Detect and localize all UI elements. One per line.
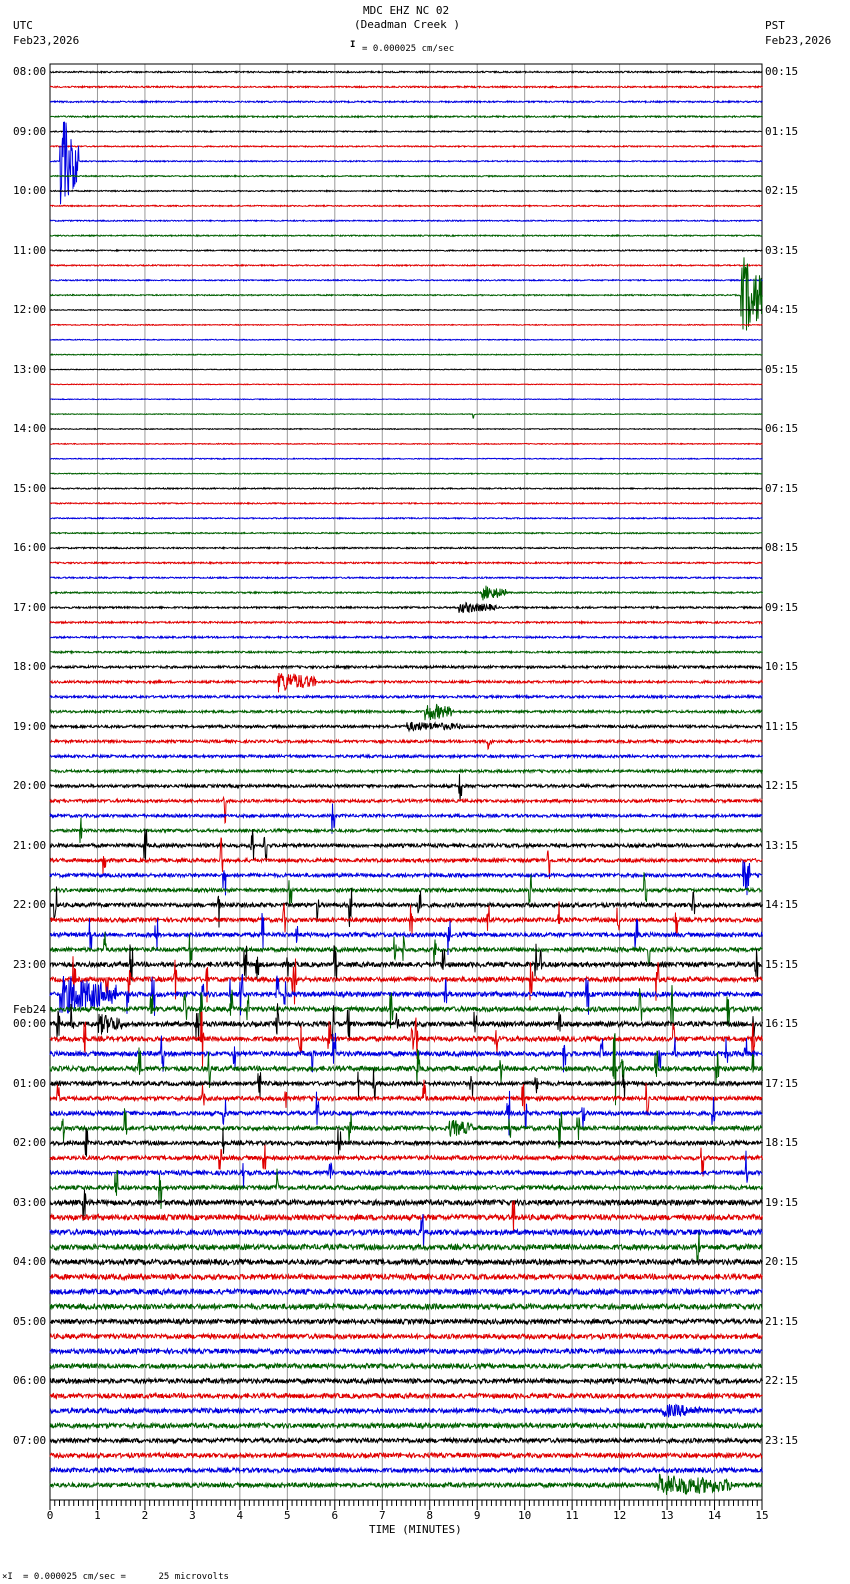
x-tick-label: 15: [755, 1509, 769, 1522]
scale-text: = 0.000025 cm/sec: [362, 44, 455, 54]
right-timezone: PST: [765, 19, 785, 32]
seismic-trace: [50, 696, 763, 698]
seismic-trace: [50, 740, 763, 749]
seismic-trace: [50, 257, 763, 330]
seismic-trace: [50, 1349, 763, 1354]
pst-hour-label: 15:15: [765, 957, 799, 971]
seismic-trace: [50, 310, 763, 311]
seismic-trace: [50, 235, 763, 236]
seismic-trace: [50, 1069, 763, 1100]
seismic-trace: [50, 774, 763, 801]
pst-hour-label: 10:15: [765, 660, 799, 673]
pst-hour-label: 07:15: [765, 481, 799, 495]
utc-hour-label: 11:00: [13, 243, 47, 257]
seismic-trace: [50, 265, 763, 266]
seismic-trace: [50, 384, 763, 385]
utc-hour-label: 21:00: [13, 838, 47, 852]
pst-hour-label: 21:15: [765, 1314, 799, 1328]
utc-hour-label: 09:00: [13, 124, 47, 138]
pst-hour-label: 16:15: [765, 1017, 799, 1030]
seismic-trace: [50, 1274, 763, 1279]
utc-hour-label: 07:00: [13, 1433, 47, 1447]
left-timezone: UTC: [13, 19, 33, 32]
utc-hour-label: 23:00: [13, 957, 47, 971]
pst-hour-label: 02:15: [765, 184, 799, 197]
x-tick-label: 6: [331, 1509, 339, 1522]
seismic-trace: [50, 1453, 763, 1458]
seismic-trace: [50, 176, 763, 177]
utc-hour-label: 15:00: [13, 481, 47, 495]
seismic-trace: [50, 518, 763, 519]
utc-hour-label: 05:00: [13, 1314, 47, 1328]
seismic-trace: [50, 562, 763, 564]
seismic-trace: [50, 1127, 763, 1156]
utc-hour-label: 01:00: [13, 1076, 47, 1090]
seismic-trace: [50, 755, 763, 758]
utc-hour-label: 12:00: [13, 303, 47, 316]
seismic-trace: [50, 705, 763, 721]
station-title: MDC EHZ NC 02: [363, 4, 450, 17]
utc-hour-label: 08:00: [13, 65, 47, 78]
seismic-trace: [50, 622, 763, 624]
utc-hour-label: 20:00: [13, 779, 47, 792]
pst-hour-label: 14:15: [765, 898, 799, 911]
pst-hour-label: 17:15: [765, 1076, 799, 1090]
utc-hour-label: 13:00: [13, 362, 47, 376]
left-date: Feb23,2026: [13, 34, 80, 47]
pst-hour-label: 20:15: [765, 1255, 799, 1268]
x-tick-label: 11: [565, 1509, 579, 1522]
x-tick-label: 2: [141, 1509, 149, 1522]
seismic-trace: [50, 414, 763, 418]
utc-hour-label: 17:00: [13, 600, 47, 614]
utc-hour-label: 14:00: [13, 422, 47, 435]
seismic-trace: [50, 71, 763, 72]
pst-hour-label: 18:15: [765, 1136, 799, 1149]
utc-hour-label: 22:00: [13, 898, 47, 911]
seismic-trace: [50, 829, 763, 862]
seismic-trace: [50, 1200, 763, 1231]
pst-hour-label: 13:15: [765, 838, 799, 852]
pst-hour-label: 19:15: [765, 1195, 799, 1209]
seismic-trace: [50, 220, 763, 221]
pst-hour-label: 06:15: [765, 422, 799, 435]
seismic-trace: [50, 86, 763, 88]
seismic-trace: [50, 1438, 763, 1442]
utc-hour-label: 02:00: [13, 1136, 47, 1149]
x-tick-label: 5: [284, 1509, 291, 1522]
pst-hour-label: 03:15: [765, 243, 799, 257]
x-tick-label: 0: [46, 1509, 54, 1522]
seismic-trace: [50, 1379, 763, 1384]
footer-scale-text: = 0.000025 cm/sec = 25 microvolts: [23, 1572, 229, 1582]
seismic-trace: [50, 339, 763, 340]
x-tick-label: 3: [189, 1509, 196, 1522]
x-tick-label: 12: [612, 1509, 627, 1522]
seismic-trace: [50, 651, 763, 653]
x-tick-label: 14: [707, 1509, 722, 1522]
seismic-trace: [50, 1289, 763, 1294]
seismic-trace: [50, 116, 763, 118]
seismic-trace: [50, 1233, 763, 1263]
seismic-trace: [50, 1319, 763, 1324]
station-subtitle: (Deadman Creek ): [354, 18, 460, 31]
x-tick-label: 10: [518, 1509, 532, 1522]
utc-hour-label: 06:00: [13, 1374, 47, 1387]
seismic-trace: [50, 354, 763, 355]
seismic-trace: [50, 101, 763, 103]
pst-hour-label: 01:15: [765, 124, 799, 138]
seismic-trace: [50, 1259, 763, 1264]
seismic-trace: [50, 798, 763, 823]
seismic-trace: [50, 838, 763, 879]
pst-hour-label: 23:15: [765, 1433, 799, 1447]
x-tick-label: 13: [660, 1509, 674, 1522]
utc-hour-label: 19:00: [13, 719, 47, 733]
scale-bar-icon: I: [350, 40, 356, 50]
pst-hour-label: 00:15: [765, 65, 799, 78]
seismic-trace: [50, 1404, 763, 1417]
x-tick-label: 9: [473, 1509, 481, 1522]
pst-hour-label: 05:15: [765, 362, 799, 376]
seismic-trace: [50, 533, 763, 534]
seismic-trace: [50, 547, 763, 548]
seismic-trace: [50, 1474, 763, 1495]
utc-hour-label: 04:00: [13, 1255, 47, 1268]
utc-hour-label: 00:00: [13, 1017, 47, 1030]
seismic-trace: [50, 1304, 763, 1309]
seismic-trace: [50, 770, 763, 773]
seismic-trace: [50, 369, 763, 370]
seismic-trace: [50, 603, 763, 613]
utc-hour-label: 18:00: [13, 660, 47, 673]
x-tick-label: 8: [426, 1509, 434, 1522]
footer-scale-icon: ×I: [2, 1572, 13, 1582]
seismic-trace: [50, 1033, 763, 1105]
seismic-trace: [50, 443, 763, 444]
utc-hour-label: 16:00: [13, 541, 47, 554]
seismic-trace: [50, 250, 763, 251]
seismic-trace: [50, 429, 763, 430]
seismic-trace: [50, 636, 763, 638]
seismic-trace: [50, 666, 763, 668]
seismic-trace: [50, 146, 763, 147]
seismic-trace: [50, 1394, 763, 1399]
seismic-trace: [50, 503, 763, 504]
pst-hour-label: 22:15: [765, 1374, 799, 1387]
utc-hour-label: 03:00: [13, 1195, 47, 1209]
seismic-trace: [50, 473, 763, 474]
pst-hour-label: 11:15: [765, 719, 799, 733]
seismic-trace: [50, 488, 763, 489]
seismic-trace: [50, 280, 763, 281]
seismic-trace: [50, 1423, 763, 1428]
seismic-trace: [50, 586, 763, 601]
seismic-trace: [50, 324, 763, 325]
seismic-trace: [50, 1468, 763, 1473]
seismic-trace: [50, 1364, 763, 1369]
seismic-trace: [50, 190, 763, 191]
seismic-trace: [50, 1151, 763, 1188]
seismic-trace: [50, 205, 763, 206]
x-tick-label: 1: [94, 1509, 101, 1522]
x-axis-label: TIME (MINUTES): [369, 1523, 462, 1536]
x-tick-label: 4: [236, 1509, 244, 1522]
right-date: Feb23,2026: [765, 34, 832, 47]
x-tick-label: 7: [378, 1509, 386, 1522]
seismic-trace: [50, 722, 763, 731]
date-change-label: Feb24: [13, 1003, 47, 1016]
seismic-trace: [50, 399, 763, 400]
seismic-trace: [50, 818, 763, 843]
utc-hour-label: 10:00: [13, 184, 47, 197]
seismic-trace: [50, 1334, 763, 1339]
pst-hour-label: 12:15: [765, 779, 799, 792]
seismic-trace: [50, 131, 763, 132]
pst-hour-label: 04:15: [765, 303, 799, 316]
seismic-trace: [50, 458, 763, 459]
pst-hour-label: 09:15: [765, 600, 799, 614]
seismic-trace: [50, 577, 763, 579]
seismic-trace: [50, 673, 763, 692]
pst-hour-label: 08:15: [765, 541, 799, 554]
